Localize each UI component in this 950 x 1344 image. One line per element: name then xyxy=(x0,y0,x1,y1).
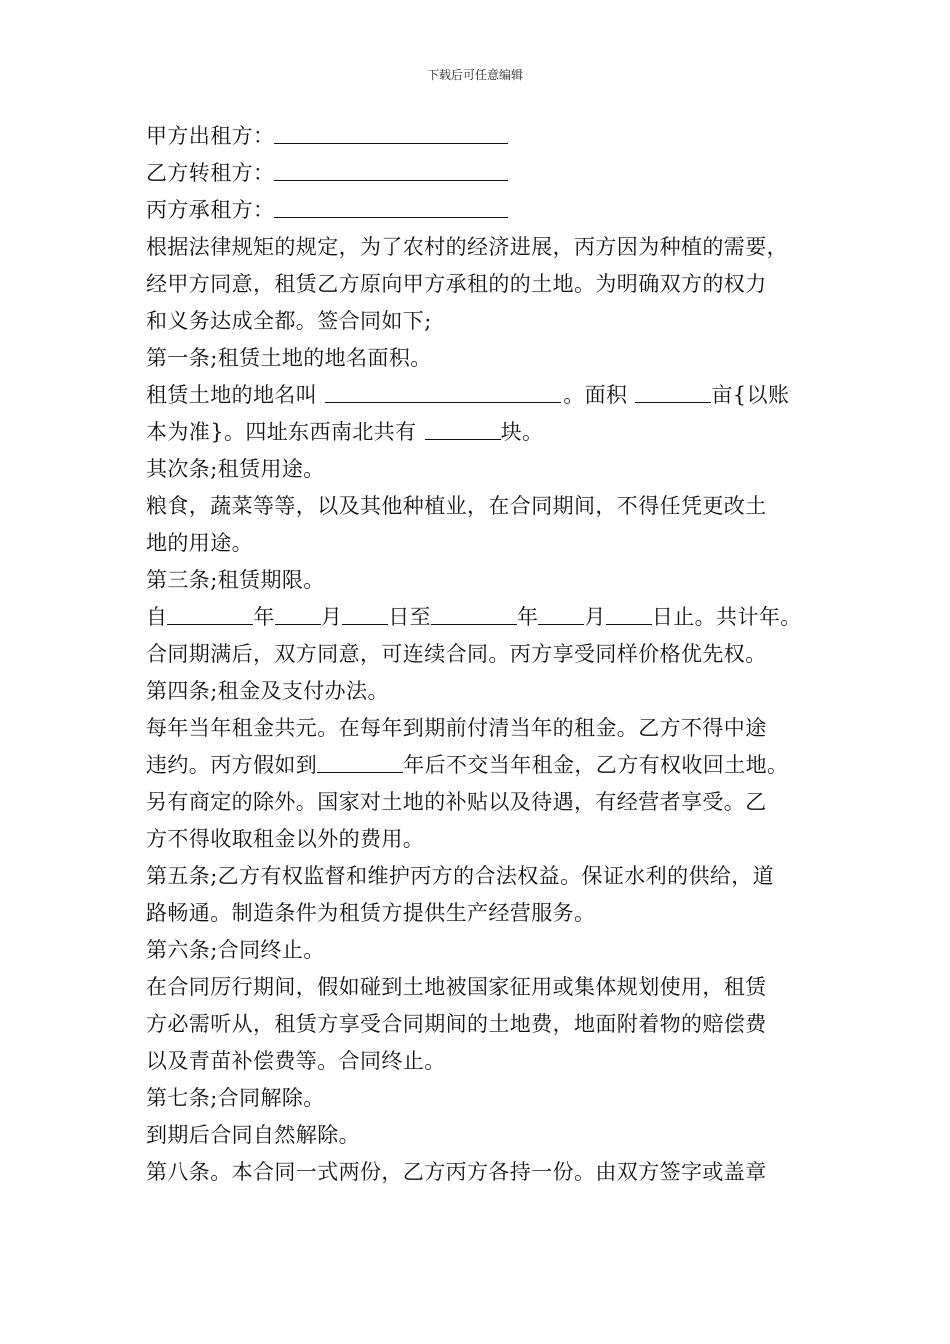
late-prefix: 违约。丙方假如到 xyxy=(146,753,318,777)
place-prefix: 租赁土地的地名叫 xyxy=(146,383,318,407)
term-end-label: 日止。共计年。 xyxy=(651,605,802,629)
start-day-blank[interactable] xyxy=(342,602,388,625)
party-sublessor-label: 乙方转租方： xyxy=(146,161,275,185)
term-year-label: 年 xyxy=(253,605,275,629)
article6-line: 方必需听从，租赁方享受合同期间的土地费，地面附着物的赔偿费 xyxy=(146,1012,767,1036)
article2-line: 粮食，蔬菜等等，以及其他种植业，在合同期间，不得任凭更改土 xyxy=(146,494,767,518)
article5-line: 路畅通。制造条件为租赁方提供生产经营服务。 xyxy=(146,901,596,925)
party-lessor-line xyxy=(146,118,836,155)
term-from: 自 xyxy=(146,605,168,629)
term-month-label: 月 xyxy=(584,605,606,629)
start-year-blank[interactable] xyxy=(167,602,253,625)
area-blank[interactable] xyxy=(635,380,711,403)
end-month-blank[interactable] xyxy=(538,602,584,625)
start-month-blank[interactable] xyxy=(275,602,321,625)
intro-line: 根据法律规矩的规定，为了农村的经济进展，丙方因为种植的需要， xyxy=(146,235,788,259)
intro-line: 和义务达成全都。签合同如下; xyxy=(146,309,432,333)
party-sublessor-blank[interactable] xyxy=(274,158,508,181)
article4-title: 第四条;租金及支付办法。 xyxy=(146,679,389,703)
article2-line: 地的用途。 xyxy=(146,531,253,555)
intro-line: 经甲方同意，租赁乙方原向甲方承租的的土地。为明确双方的权力 xyxy=(146,272,767,296)
party-lessee-blank[interactable] xyxy=(274,195,508,218)
party-lessee-label: 丙方承租方： xyxy=(146,198,275,222)
article8-line: 第八条。本合同一式两份，乙方丙方各持一份。由双方签字或盖章 xyxy=(146,1160,767,1184)
article6-line: 以及青苗补偿费等。合同终止。 xyxy=(146,1049,446,1073)
article1-title: 第一条;租赁土地的地名面积。 xyxy=(146,346,432,370)
party-lessor-label: 甲方出租方： xyxy=(146,124,275,148)
article4-line: 另有商定的除外。国家对土地的补贴以及待遇，有经营者享受。乙 xyxy=(146,790,767,814)
article3-title: 第三条;租赁期限。 xyxy=(146,568,325,592)
article1-plots-line xyxy=(146,414,836,451)
party-lessee-line xyxy=(146,192,836,229)
plots-suffix: 块。 xyxy=(500,420,544,444)
party-sublessor-line xyxy=(146,155,836,192)
place-name-blank[interactable] xyxy=(325,380,561,403)
article6-line: 在合同厉行期间，假如碰到土地被国家征用或集体规划使用，租赁 xyxy=(146,975,767,999)
article7-title: 第七条;合同解除。 xyxy=(146,1086,325,1110)
article2-title: 其次条;租赁用途。 xyxy=(146,457,325,481)
late-suffix: 年后不交当年租金，乙方有权收回土地。 xyxy=(403,753,789,777)
plots-prefix: 本为准}。四址东西南北共有 xyxy=(146,420,417,444)
area-suffix: 亩{以账 xyxy=(711,383,790,407)
article1-place-line xyxy=(146,377,836,414)
article4-line: 方不得收取租金以外的费用。 xyxy=(146,827,425,851)
article4-line: 每年当年租金共元。在每年到期前付清当年的租金。乙方不得中途 xyxy=(146,716,767,740)
article4-late-line xyxy=(146,747,836,784)
end-year-blank[interactable] xyxy=(431,602,517,625)
late-years-blank[interactable] xyxy=(317,750,403,773)
plots-count-blank[interactable] xyxy=(425,417,501,440)
article6-title: 第六条;合同终止。 xyxy=(146,938,325,962)
article3-line: 合同期满后，双方同意，可连续合同。丙方享受同样价格优先权。 xyxy=(146,642,767,666)
article3-term-line xyxy=(146,599,836,636)
area-prefix: 。面积 xyxy=(563,383,628,407)
end-day-blank[interactable] xyxy=(606,602,652,625)
article7-line: 到期后合同自然解除。 xyxy=(146,1123,360,1147)
term-day-to-label: 日至 xyxy=(388,605,432,629)
page-header-note: 下载后可任意编辑 xyxy=(426,68,523,82)
contract-body xyxy=(146,118,836,1191)
article5-line: 第五条;乙方有权监督和维护丙方的合法权益。保证水利的供给，道 xyxy=(146,864,775,888)
term-month-label: 月 xyxy=(320,605,343,629)
party-lessor-blank[interactable] xyxy=(274,121,508,144)
term-year-label: 年 xyxy=(517,605,539,629)
